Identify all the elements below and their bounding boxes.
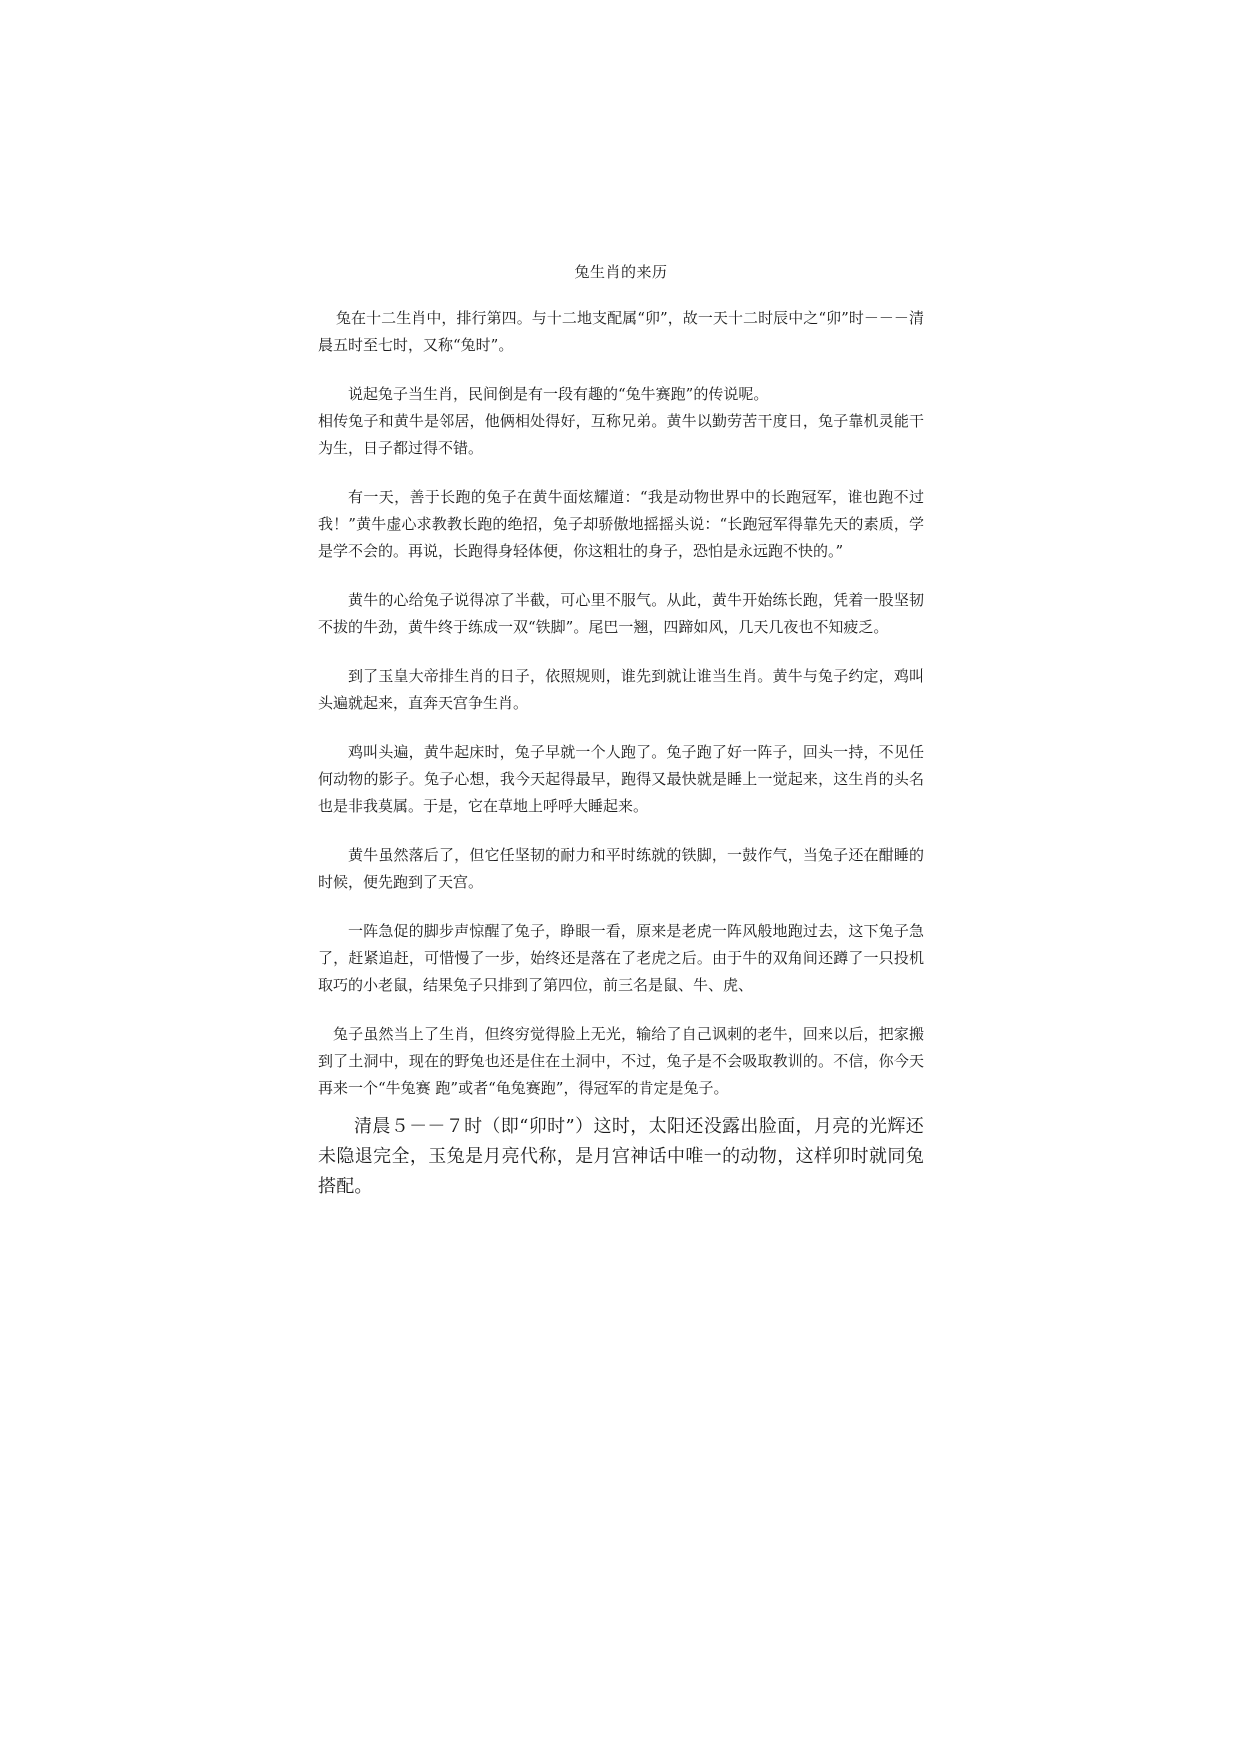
document-body	[318, 261, 924, 1202]
paragraph-7: 鸡叫头遍，黄牛起床时，兔子早就一个人跑了。兔子跑了好一阵子，回头一持，不见任何动物的影子。兔子心想，我今天起得最早，跑得又最快就是睡上一觉起来，这生肖的头名也是非我莫属。于是，它在草地上呼呼大睡起来。	[318, 743, 924, 815]
paragraph-8: 黄牛虽然落后了，但它任坚韧的耐力和平时练就的铁脚，一鼓作气，当兔子还在酣睡的时候，便先跑到了天宫。	[318, 846, 924, 891]
paragraph-6: 到了玉皇大帝排生肖的日子，依照规则，谁先到就让谁当生肖。黄牛与兔子约定，鸡叫头遍就起来，直奔天宫争生肖。	[318, 667, 924, 712]
paragraph-4: 有一天，善于长跑的兔子在黄牛面炫耀道：“我是动物世界中的长跑冠军，谁也跑不过我！”黄牛虚心求教教长跑的绝招，兔子却骄傲地摇摇头说：“长跑冠军得靠先天的素质，学是学不会的。再说，长跑得身轻体便，你这粗壮的身子，恐怕是永远跑不快的。”	[318, 488, 924, 560]
paragraph-5: 黄牛的心给兔子说得凉了半截，可心里不服气。从此，黄牛开始练长跑，凭着一股坚韧不拔的牛劲，黄牛终于练成一双“铁脚”。尾巴一翘，四蹄如风，几天几夜也不知疲乏。	[318, 591, 924, 636]
paragraph-9: 一阵急促的脚步声惊醒了兔子，睁眼一看，原来是老虎一阵风般地跑过去，这下兔子急了，赶紧追赶，可惜慢了一步，始终还是落在了老虎之后。由于牛的双角间还蹲了一只投机取巧的小老鼠，结果兔子只排到了第四位，前三名是鼠、牛、虎、	[318, 922, 924, 994]
document-title: 兔生肖的来历	[574, 263, 668, 281]
paragraph-11: 清晨５－－７时（即“卯时”）这时，太阳还没露出脸面，月亮的光辉还未隐退完全，玉兔是月亮代称，是月宫神话中唯一的动物，这样卯时就同兔搭配。	[318, 1116, 924, 1197]
paragraph-2: 说起兔子当生肖，民间倒是有一段有趣的“兔牛赛跑”的传说呢。	[348, 385, 769, 403]
paragraph-3: 相传兔子和黄牛是邻居，他俩相处得好，互称兄弟。黄牛以勤劳苦干度日，兔子靠机灵能干为生，日子都过得不错。	[318, 412, 924, 457]
paragraph-1: 兔在十二生肖中，排行第四。与十二地支配属“卯”，故一天十二时辰中之“卯”时－－－清晨五时至七时，又称“兔时”。	[318, 309, 924, 354]
paragraph-10: 兔子虽然当上了生肖，但终穷觉得脸上无光，输给了自己讽刺的老牛，回来以后，把家搬到了土洞中，现在的野兔也还是住在土洞中，不过，兔子是不会吸取教训的。不信，你今天再来一个“牛兔赛 跑”或者“龟兔赛跑”，得冠军的肯定是兔子。	[318, 1025, 924, 1097]
